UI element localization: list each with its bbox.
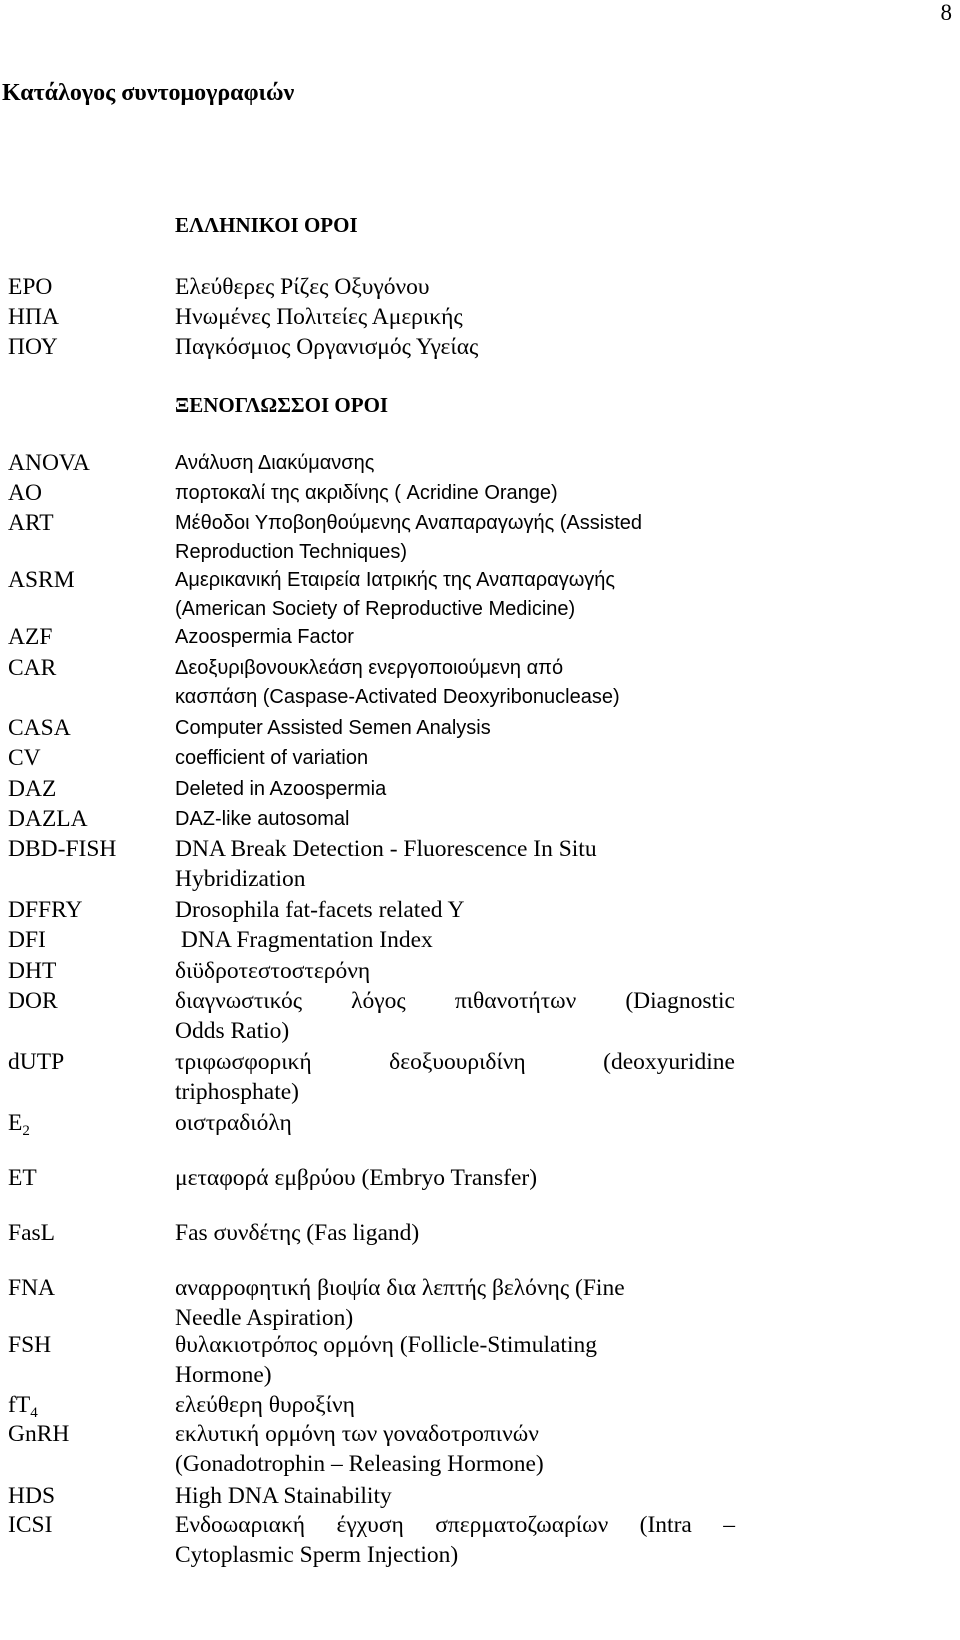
abbreviation-term: FSH [8, 1332, 52, 1358]
abbreviation-definition-continued: κασπάση (Caspase-Activated Deoxyribonuclease) [175, 686, 620, 708]
abbreviation-definition: Μέθοδοι Υποβοηθούμενης Αναπαραγωγής (Assisted [175, 512, 643, 534]
abbreviation-definition: Ενδοωαριακή έγχυση σπερματοζωαρίων (Intra – [175, 1512, 735, 1538]
abbreviation-term: DHT [8, 958, 57, 984]
abbreviation-term: HDS [8, 1483, 56, 1509]
abbreviation-definition: coefficient of variation [175, 747, 369, 769]
abbreviation-definition-continued: Cytoplasmic Sperm Injection) [175, 1542, 459, 1568]
page-number: 8 [940, 0, 952, 25]
abbreviation-term: GnRH [8, 1421, 70, 1447]
abbreviation-definition-continued: Needle Aspiration) [175, 1305, 354, 1331]
abbreviation-definition-continued: (Gonadotrophin – Releasing Hormone) [175, 1451, 544, 1477]
abbreviation-term: ART [8, 510, 54, 536]
abbreviation-definition-continued: triphosphate) [175, 1079, 299, 1105]
abbreviation-term: DAZLA [8, 806, 88, 832]
abbreviation-definition-continued: Hybridization [175, 866, 306, 892]
abbreviation-term-subscript: 2 [22, 1123, 30, 1139]
abbreviation-term: ΗΠΑ [8, 304, 59, 330]
abbreviation-definition-continued: Odds Ratio) [175, 1018, 290, 1044]
abbreviation-term: CASA [8, 715, 71, 741]
abbreviation-definition: Ηνωμένες Πολιτείες Αμερικής [175, 304, 463, 330]
abbreviation-definition: Azoospermia Factor [175, 626, 354, 648]
abbreviation-term: FNA [8, 1275, 56, 1301]
abbreviation-definition: Drosophila fat-facets related Y [175, 897, 465, 923]
abbreviation-term: DOR [8, 988, 58, 1014]
abbreviation-term [8, 1390, 38, 1420]
abbreviation-term: dUTP [8, 1049, 65, 1075]
abbreviation-definition: High DNA Stainability [175, 1483, 392, 1509]
abbreviation-term: ΕΡΟ [8, 274, 53, 300]
abbreviation-definition-continued: Reproduction Techniques) [175, 541, 408, 563]
abbreviation-term [8, 1108, 30, 1138]
abbreviation-term: ANOVA [8, 450, 90, 476]
abbreviation-term: DAZ [8, 776, 57, 802]
abbreviation-term-subscript: 4 [30, 1405, 38, 1421]
abbreviation-definition: Deleted in Azoospermia [175, 778, 387, 800]
abbreviation-definition: Ελεύθερες Ρίζες Οξυγόνου [175, 274, 430, 300]
abbreviation-definition: Αμερικανική Εταιρεία Ιατρικής της Αναπαραγωγής [175, 569, 616, 591]
abbreviation-definition: DNA Fragmentation Index [175, 927, 433, 953]
page-title: Κατάλογος συντομογραφιών [2, 80, 295, 106]
abbreviation-term: DFFRY [8, 897, 83, 923]
abbreviation-definition: Δεοξυριβονουκλεάση ενεργοποιούμενη από [175, 657, 564, 679]
abbreviation-definition: Παγκόσμιος Οργανισμός Υγείας [175, 334, 479, 360]
abbreviation-definition: ελεύθερη θυροξίνη [175, 1392, 355, 1418]
abbreviation-definition: Fas συνδέτης (Fas ligand) [175, 1220, 420, 1246]
abbreviation-definition: διαγνωστικός λόγος πιθανοτήτων (Diagnostic [175, 988, 735, 1014]
abbreviation-definition: DAZ-like autosomal [175, 808, 350, 830]
abbreviation-term: DFI [8, 927, 46, 953]
abbreviation-term-base: E [8, 1110, 23, 1136]
abbreviation-term: DBD-FISH [8, 836, 117, 862]
abbreviation-definition: αναρροφητική βιοψία δια λεπτής βελόνης (Fine [175, 1275, 625, 1301]
abbreviation-term-base: fT [8, 1392, 31, 1418]
abbreviation-term: ASRM [8, 567, 75, 593]
section-heading-foreign: ΞΕΝΟΓΛΩΣΣΟΙ ΟΡΟΙ [175, 393, 389, 417]
abbreviation-definition: DNA Break Detection - Fluorescence In Situ [175, 836, 597, 862]
abbreviation-definition-continued: Hormone) [175, 1362, 272, 1388]
abbreviation-definition: τριφωσφορική δεοξυουριδίνη (deoxyuridine [175, 1049, 735, 1075]
abbreviation-term: ΠΟΥ [8, 334, 58, 360]
abbreviation-definition: μεταφορά εμβρύου (Embryo Transfer) [175, 1165, 538, 1191]
abbreviation-definition: διϋδροτεστοστερόνη [175, 958, 371, 984]
abbreviation-term: ET [8, 1165, 37, 1191]
abbreviation-definition: Computer Assisted Semen Analysis [175, 717, 491, 739]
abbreviation-definition: οιστραδιόλη [175, 1110, 292, 1136]
abbreviation-term: CV [8, 745, 41, 771]
abbreviation-term: AO [8, 480, 42, 506]
abbreviation-term: ICSI [8, 1512, 53, 1538]
abbreviation-term: AZF [8, 624, 53, 650]
abbreviation-definition: Ανάλυση Διακύμανσης [175, 452, 375, 474]
section-heading-greek: ΕΛΛΗΝΙΚΟΙ ΟΡΟΙ [175, 213, 358, 237]
abbreviation-definition: εκλυτική ορμόνη των γοναδοτροπινών [175, 1421, 539, 1447]
abbreviation-term: FasL [8, 1220, 55, 1246]
abbreviation-definition: θυλακιοτρόπος ορμόνη (Follicle-Stimulating [175, 1332, 597, 1358]
abbreviation-term: CAR [8, 655, 57, 681]
abbreviation-definition: πορτοκαλί της ακριδίνης ( Acridine Orange) [175, 482, 558, 504]
abbreviation-definition-continued: (American Society of Reproductive Medicine) [175, 598, 576, 620]
